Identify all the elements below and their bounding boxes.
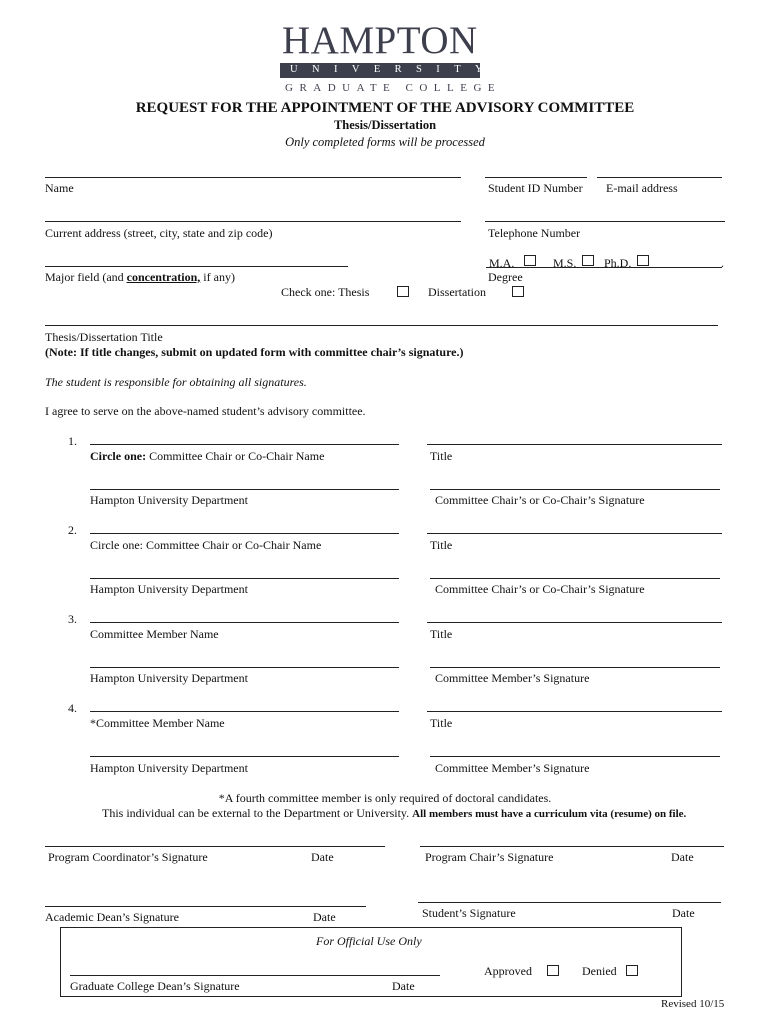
revision-label: Revised 10/15 (661, 998, 725, 1010)
student-id-field[interactable] (485, 177, 587, 178)
fourth-member-footnote: *A fourth committee member is only required of doctoral candidates. (218, 791, 552, 805)
graduate-dean-date-label: Date (392, 979, 415, 993)
committee-4-name-label: *Committee Member Name (90, 716, 225, 730)
dissertation-label: Dissertation (428, 285, 486, 299)
major-field[interactable] (45, 266, 348, 267)
committee-1-signature-label: Committee Chair’s or Co-Chair’s Signature (435, 493, 645, 507)
committee-2-department-label: Hampton University Department (90, 582, 248, 596)
committee-1-department-field[interactable] (90, 489, 399, 490)
denied-label: Denied (582, 964, 617, 978)
external-member-note: This individual can be external to the Department or University. All members must have a curriculum vita (resume) on file. (102, 806, 687, 820)
committee-1-name-label: Circle one: Committee Chair or Co-Chair Name (90, 449, 325, 463)
committee-1-signature-field[interactable] (430, 489, 720, 490)
dean-signature-field[interactable] (45, 906, 366, 907)
official-use-heading: For Official Use Only (316, 934, 422, 948)
committee-1-title-label: Title (430, 449, 453, 463)
committee-4-signature-label: Committee Member’s Signature (435, 761, 590, 775)
committee-2-signature-label: Committee Chair’s or Co-Chair’s Signature (435, 582, 645, 596)
check-one-label: Check one: Thesis (281, 285, 370, 299)
address-label: Current address (street, city, state and zip code) (45, 226, 273, 240)
email-label: E-mail address (606, 181, 678, 195)
degree-label: Degree (488, 270, 523, 284)
coordinator-date-label: Date (311, 850, 334, 864)
curriculum-vita-note: All members must have a curriculum vita (resume) on file. (412, 808, 687, 820)
committee-4-signature-field[interactable] (430, 756, 720, 757)
committee-3-number: 3. (68, 612, 77, 626)
committee-4-name-field[interactable] (90, 711, 399, 712)
email-field[interactable] (597, 177, 722, 178)
telephone-field[interactable] (485, 221, 725, 222)
name-label: Name (45, 181, 74, 195)
name-field[interactable] (45, 177, 461, 178)
committee-4-department-field[interactable] (90, 756, 399, 757)
committee-2-department-field[interactable] (90, 578, 399, 579)
committee-4-number: 4. (68, 701, 77, 715)
committee-1-number: 1. (68, 434, 77, 448)
committee-3-title-label: Title (430, 627, 453, 641)
committee-3-name-field[interactable] (90, 622, 399, 623)
committee-4-title-field[interactable] (427, 711, 722, 712)
graduate-dean-signature-label: Graduate College Dean’s Signature (70, 979, 240, 993)
committee-3-signature-field[interactable] (430, 667, 720, 668)
degree-option-ma: M.A. (489, 256, 515, 270)
major-label: Major field (and concentration, if any) (45, 270, 235, 284)
committee-1-department-label: Hampton University Department (90, 493, 248, 507)
approved-checkbox[interactable] (547, 965, 559, 976)
brand-wordmark: HAMPTON (282, 19, 478, 62)
graduate-college-label: GRADUATE COLLEGE (285, 82, 502, 94)
degree-ma-checkbox[interactable] (524, 255, 536, 266)
dean-signature-label: Academic Dean’s Signature (45, 910, 179, 924)
university-bar: UNIVERSITY (280, 63, 480, 78)
student-id-label: Student ID Number (488, 181, 583, 195)
chair-signature-field[interactable] (420, 846, 724, 847)
student-signature-field[interactable] (418, 902, 721, 903)
committee-2-name-label: Circle one: Committee Chair or Co-Chair Name (90, 538, 322, 552)
agreement-statement: I agree to serve on the above-named student’s advisory committee. (45, 404, 366, 418)
coordinator-signature-field[interactable] (45, 846, 385, 847)
degree-option-phd: Ph.D. (604, 256, 632, 270)
concentration-label: concentration, (126, 270, 201, 284)
committee-4-title-label: Title (430, 716, 453, 730)
student-date-label: Date (672, 906, 695, 920)
dissertation-checkbox[interactable] (512, 286, 524, 297)
graduate-dean-signature-field[interactable] (70, 975, 440, 976)
committee-2-number: 2. (68, 523, 77, 537)
committee-3-department-label: Hampton University Department (90, 671, 248, 685)
title-change-note: (Note: If title changes, submit on updated form with committee chair’s signature.) (45, 345, 464, 359)
coordinator-signature-label: Program Coordinator’s Signature (48, 850, 208, 864)
committee-1-name-field[interactable] (90, 444, 399, 445)
completed-forms-notice: Only completed forms will be processed (285, 135, 485, 149)
committee-3-signature-label: Committee Member’s Signature (435, 671, 590, 685)
committee-3-department-field[interactable] (90, 667, 399, 668)
degree-option-ms: M.S. (553, 256, 577, 270)
degree-ms-checkbox[interactable] (582, 255, 594, 266)
thesis-title-label: Thesis/Dissertation Title (45, 330, 163, 344)
degree-phd-checkbox[interactable] (637, 255, 649, 266)
student-signature-label: Student’s Signature (422, 906, 516, 920)
form-subtitle: Thesis/Dissertation (333, 118, 437, 132)
committee-2-title-field[interactable] (427, 533, 722, 534)
chair-date-label: Date (671, 850, 694, 864)
approved-label: Approved (484, 964, 532, 978)
denied-checkbox[interactable] (626, 965, 638, 976)
committee-2-name-field[interactable] (90, 533, 399, 534)
committee-2-title-label: Title (430, 538, 453, 552)
form-title: REQUEST FOR THE APPOINTMENT OF THE ADVISORY COMMITTEE (135, 100, 635, 116)
committee-3-name-label: Committee Member Name (90, 627, 219, 641)
committee-2-signature-field[interactable] (430, 578, 720, 579)
committee-1-title-field[interactable] (427, 444, 722, 445)
committee-4-department-label: Hampton University Department (90, 761, 248, 775)
committee-3-title-field[interactable] (427, 622, 722, 623)
dean-date-label: Date (313, 910, 336, 924)
degree-trailing-period: . (721, 256, 724, 270)
chair-signature-label: Program Chair’s Signature (425, 850, 554, 864)
thesis-title-field[interactable] (45, 325, 718, 326)
responsibility-statement: The student is responsible for obtaining all signatures. (45, 375, 307, 389)
degree-field (486, 267, 722, 268)
telephone-label: Telephone Number (488, 226, 581, 240)
address-field[interactable] (45, 221, 461, 222)
thesis-checkbox[interactable] (397, 286, 409, 297)
